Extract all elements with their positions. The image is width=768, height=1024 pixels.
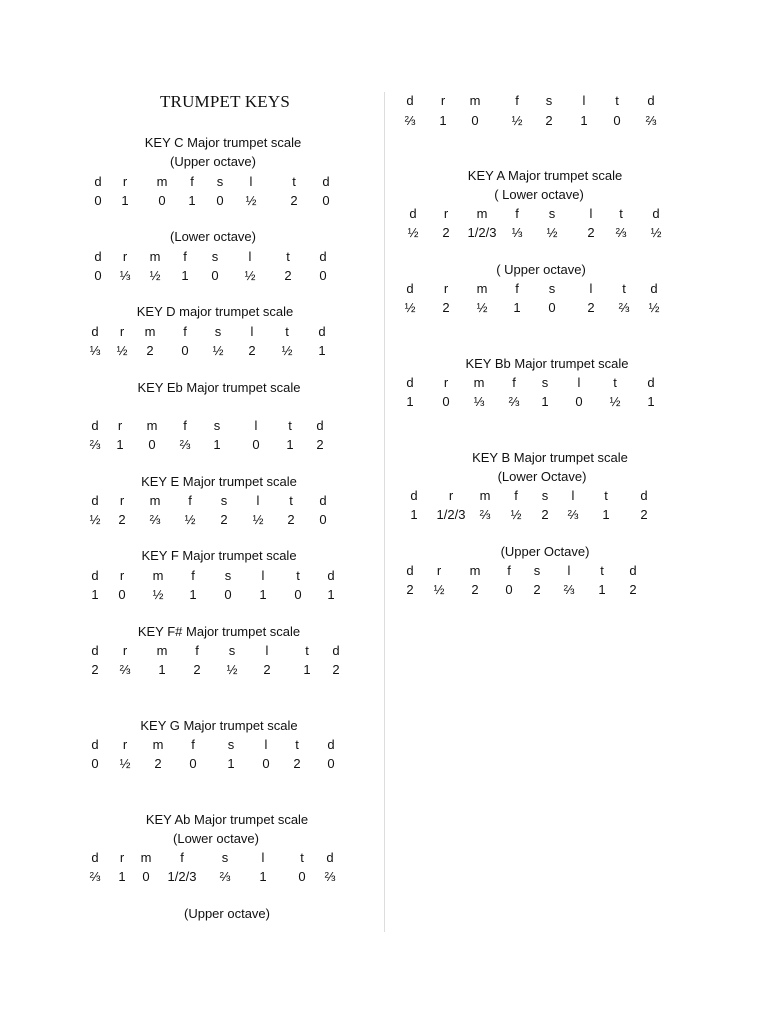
- scale-heading: KEY D major trumpet scale: [136, 304, 294, 319]
- solfege-note: f: [183, 418, 187, 433]
- valve-value: ⅔: [563, 582, 575, 597]
- scale-heading: KEY Ab Major trumpet scale: [145, 812, 309, 827]
- solfege-note: r: [122, 174, 128, 189]
- valve-value: 1: [406, 394, 414, 409]
- solfege-note: l: [256, 493, 260, 508]
- valve-value: ½: [433, 582, 445, 597]
- solfege-note: s: [220, 493, 228, 508]
- solfege-note: d: [327, 737, 335, 752]
- valve-value: 0: [505, 582, 513, 597]
- solfege-note: s: [533, 563, 541, 578]
- octave-label: (Upper Octave): [500, 544, 590, 559]
- valve-value: 1: [580, 113, 588, 128]
- solfege-note: t: [285, 324, 289, 339]
- scale-heading: KEY Eb Major trumpet scale: [137, 380, 301, 395]
- solfege-note: d: [318, 324, 326, 339]
- solfege-note: m: [152, 737, 164, 752]
- valve-value: 1: [541, 394, 549, 409]
- scale-heading: KEY Bb Major trumpet scale: [465, 356, 629, 371]
- valve-value: 1: [116, 437, 124, 452]
- octave-label: (Lower Octave): [497, 469, 587, 484]
- solfege-note: t: [296, 568, 300, 583]
- valve-value: 2: [471, 582, 479, 597]
- solfege-note: m: [476, 206, 488, 221]
- valve-value: ½: [252, 512, 264, 527]
- column-divider: [384, 92, 385, 932]
- valve-value: 1: [439, 113, 447, 128]
- valve-value: 1: [213, 437, 221, 452]
- solfege-note: f: [515, 206, 519, 221]
- solfege-note: d: [322, 174, 330, 189]
- solfege-note: f: [188, 493, 192, 508]
- valve-value: ½: [149, 268, 161, 283]
- solfege-note: t: [615, 93, 619, 108]
- solfege-note: d: [94, 174, 102, 189]
- scale-heading: KEY B Major trumpet scale: [472, 450, 628, 465]
- valve-value: 2: [293, 756, 301, 771]
- solfege-note: s: [211, 249, 219, 264]
- solfege-note: d: [91, 737, 99, 752]
- valve-value: ⅔: [89, 437, 101, 452]
- valve-value: 0: [211, 268, 219, 283]
- valve-value: 0: [471, 113, 479, 128]
- solfege-note: d: [91, 418, 99, 433]
- valve-value: ½: [510, 507, 522, 522]
- valve-value: 2: [541, 507, 549, 522]
- valve-value: 0: [294, 587, 302, 602]
- valve-value: 0: [442, 394, 450, 409]
- solfege-note: t: [286, 249, 290, 264]
- octave-label: ( Lower octave): [494, 187, 584, 202]
- valve-value: 2: [587, 225, 595, 240]
- valve-value: 0: [319, 512, 327, 527]
- solfege-note: l: [248, 249, 252, 264]
- valve-value: ½: [89, 512, 101, 527]
- valve-value: 2: [263, 662, 271, 677]
- solfege-note: d: [94, 249, 102, 264]
- solfege-note: m: [156, 643, 168, 658]
- valve-value: 1: [118, 869, 126, 884]
- valve-value: 1: [513, 300, 521, 315]
- solfege-note: m: [156, 174, 168, 189]
- solfege-note: m: [479, 488, 491, 503]
- solfege-note: t: [288, 418, 292, 433]
- valve-value: 2: [587, 300, 595, 315]
- valve-value: ½: [546, 225, 558, 240]
- valve-value: 2: [442, 225, 450, 240]
- valve-value: ⅔: [508, 394, 520, 409]
- solfege-note: d: [647, 93, 655, 108]
- valve-value: ⅔: [119, 662, 131, 677]
- solfege-note: d: [629, 563, 637, 578]
- solfege-note: l: [589, 206, 593, 221]
- valve-value: ⅔: [324, 869, 336, 884]
- solfege-note: f: [507, 563, 511, 578]
- valve-value: ½: [609, 394, 621, 409]
- valve-value: ½: [404, 300, 416, 315]
- solfege-note: d: [406, 563, 414, 578]
- valve-value: ½: [650, 225, 662, 240]
- solfege-note: d: [326, 850, 334, 865]
- valve-value: ½: [511, 113, 523, 128]
- solfege-note: t: [305, 643, 309, 658]
- valve-value: 0: [548, 300, 556, 315]
- valve-value: 2: [91, 662, 99, 677]
- valve-value: ⅔: [618, 300, 630, 315]
- valve-value: ½: [476, 300, 488, 315]
- valve-value: 0: [142, 869, 150, 884]
- solfege-note: s: [541, 488, 549, 503]
- solfege-note: m: [469, 563, 481, 578]
- valve-value: ½: [212, 343, 224, 358]
- valve-value: 2: [640, 507, 648, 522]
- solfege-note: m: [140, 850, 152, 865]
- solfege-note: f: [183, 249, 187, 264]
- solfege-note: l: [577, 375, 581, 390]
- solfege-note: s: [221, 850, 229, 865]
- valve-value: ⅔: [149, 512, 161, 527]
- valve-value: 1: [227, 756, 235, 771]
- solfege-note: t: [622, 281, 626, 296]
- solfege-note: m: [469, 93, 481, 108]
- valve-value: ⅔: [219, 869, 231, 884]
- solfege-note: s: [224, 568, 232, 583]
- valve-value: 2: [146, 343, 154, 358]
- solfege-note: m: [476, 281, 488, 296]
- solfege-note: d: [332, 643, 340, 658]
- valve-value: 2: [154, 756, 162, 771]
- solfege-note: l: [567, 563, 571, 578]
- valve-value: ⅓: [511, 225, 523, 240]
- solfege-note: l: [261, 850, 265, 865]
- valve-value: ½: [407, 225, 419, 240]
- solfege-note: d: [652, 206, 660, 221]
- solfege-note: r: [443, 281, 449, 296]
- solfege-note: r: [122, 737, 128, 752]
- valve-value: ½: [648, 300, 660, 315]
- valve-value: 1: [410, 507, 418, 522]
- solfege-note: r: [440, 93, 446, 108]
- solfege-note: r: [119, 850, 125, 865]
- valve-value: 0: [189, 756, 197, 771]
- solfege-note: l: [264, 737, 268, 752]
- solfege-note: d: [91, 324, 99, 339]
- valve-value: 1: [259, 587, 267, 602]
- valve-value: ½: [226, 662, 238, 677]
- scale-heading: KEY E Major trumpet scale: [141, 474, 297, 489]
- solfege-note: s: [541, 375, 549, 390]
- valve-value: 0: [327, 756, 335, 771]
- valve-value: 1: [158, 662, 166, 677]
- valve-value: 1: [318, 343, 326, 358]
- valve-value: ⅓: [473, 394, 485, 409]
- octave-label: (Upper octave): [184, 906, 270, 921]
- solfege-note: t: [295, 737, 299, 752]
- valve-value: 2: [442, 300, 450, 315]
- valve-value: ⅔: [567, 507, 579, 522]
- solfege-note: l: [582, 93, 586, 108]
- valve-value: 0: [94, 268, 102, 283]
- solfege-note: f: [195, 643, 199, 658]
- solfege-note: r: [119, 324, 125, 339]
- valve-value: 2: [248, 343, 256, 358]
- solfege-note: m: [152, 568, 164, 583]
- valve-value: 0: [94, 193, 102, 208]
- solfege-note: r: [443, 206, 449, 221]
- valve-value: 1/2/3: [467, 225, 497, 240]
- solfege-note: f: [515, 93, 519, 108]
- solfege-note: r: [448, 488, 454, 503]
- valve-value: ½: [152, 587, 164, 602]
- scale-heading: KEY F Major trumpet scale: [141, 548, 297, 563]
- solfege-note: f: [515, 281, 519, 296]
- solfege-note: r: [443, 375, 449, 390]
- valve-value: ⅔: [179, 437, 191, 452]
- valve-value: 1: [286, 437, 294, 452]
- valve-value: ½: [281, 343, 293, 358]
- solfege-note: d: [316, 418, 324, 433]
- solfege-note: r: [117, 418, 123, 433]
- solfege-note: l: [250, 324, 254, 339]
- octave-label: (Lower octave): [173, 831, 259, 846]
- scale-heading: KEY G Major trumpet scale: [140, 718, 298, 733]
- valve-value: 1: [327, 587, 335, 602]
- solfege-note: d: [91, 493, 99, 508]
- valve-value: 0: [262, 756, 270, 771]
- solfege-note: l: [249, 174, 253, 189]
- valve-value: 0: [298, 869, 306, 884]
- valve-value: ⅔: [89, 869, 101, 884]
- solfege-note: f: [512, 375, 516, 390]
- solfege-note: d: [319, 249, 327, 264]
- valve-value: 0: [118, 587, 126, 602]
- solfege-note: t: [619, 206, 623, 221]
- valve-value: ½: [245, 193, 257, 208]
- solfege-note: t: [300, 850, 304, 865]
- valve-value: 1: [259, 869, 267, 884]
- solfege-note: l: [261, 568, 265, 583]
- valve-value: ⅓: [89, 343, 101, 358]
- solfege-note: l: [589, 281, 593, 296]
- solfege-note: m: [144, 324, 156, 339]
- solfege-note: f: [191, 568, 195, 583]
- valve-value: 1: [303, 662, 311, 677]
- valve-value: 2: [193, 662, 201, 677]
- solfege-note: d: [640, 488, 648, 503]
- valve-value: 0: [252, 437, 260, 452]
- valve-value: 1: [188, 193, 196, 208]
- valve-value: 0: [216, 193, 224, 208]
- solfege-note: s: [548, 206, 556, 221]
- valve-value: 1: [189, 587, 197, 602]
- valve-value: 2: [287, 512, 295, 527]
- valve-value: 2: [220, 512, 228, 527]
- valve-value: 1: [602, 507, 610, 522]
- solfege-note: s: [545, 93, 553, 108]
- valve-value: 0: [181, 343, 189, 358]
- solfege-note: d: [647, 375, 655, 390]
- solfege-note: l: [571, 488, 575, 503]
- solfege-note: s: [227, 737, 235, 752]
- valve-value: 1: [91, 587, 99, 602]
- valve-value: 2: [545, 113, 553, 128]
- valve-value: 2: [316, 437, 324, 452]
- valve-value: ½: [119, 756, 131, 771]
- solfege-note: d: [319, 493, 327, 508]
- solfege-note: d: [406, 375, 414, 390]
- scale-heading: KEY C Major trumpet scale: [144, 135, 302, 150]
- valve-value: 1: [181, 268, 189, 283]
- solfege-note: t: [600, 563, 604, 578]
- solfege-note: r: [122, 249, 128, 264]
- valve-value: ⅔: [645, 113, 657, 128]
- solfege-note: r: [122, 643, 128, 658]
- solfege-note: s: [548, 281, 556, 296]
- solfege-note: f: [514, 488, 518, 503]
- valve-value: 1/2/3: [436, 507, 466, 522]
- solfege-note: l: [254, 418, 258, 433]
- valve-value: 1: [647, 394, 655, 409]
- valve-value: 1: [121, 193, 129, 208]
- solfege-note: d: [406, 93, 414, 108]
- valve-value: 0: [91, 756, 99, 771]
- valve-value: 1/2/3: [167, 869, 197, 884]
- valve-value: 0: [148, 437, 156, 452]
- solfege-note: t: [604, 488, 608, 503]
- valve-value: 0: [158, 193, 166, 208]
- solfege-note: s: [213, 418, 221, 433]
- valve-value: ½: [184, 512, 196, 527]
- valve-value: 2: [406, 582, 414, 597]
- valve-value: 2: [290, 193, 298, 208]
- valve-value: 2: [533, 582, 541, 597]
- solfege-note: f: [183, 324, 187, 339]
- valve-value: ⅓: [119, 268, 131, 283]
- solfege-note: r: [119, 493, 125, 508]
- valve-value: ½: [244, 268, 256, 283]
- valve-value: 0: [575, 394, 583, 409]
- solfege-note: t: [289, 493, 293, 508]
- valve-value: 2: [629, 582, 637, 597]
- valve-value: 0: [224, 587, 232, 602]
- octave-label: ( Upper octave): [496, 262, 586, 277]
- octave-label: (Lower octave): [170, 229, 256, 244]
- solfege-note: d: [91, 643, 99, 658]
- valve-value: 1: [598, 582, 606, 597]
- solfege-note: m: [473, 375, 485, 390]
- document-title: TRUMPET KEYS: [159, 92, 291, 111]
- valve-value: ⅔: [615, 225, 627, 240]
- solfege-note: t: [292, 174, 296, 189]
- valve-value: 2: [332, 662, 340, 677]
- solfege-note: d: [406, 281, 414, 296]
- valve-value: ⅔: [404, 113, 416, 128]
- scale-heading: KEY F# Major trumpet scale: [137, 624, 301, 639]
- solfege-note: m: [149, 249, 161, 264]
- solfege-note: s: [228, 643, 236, 658]
- valve-value: 2: [118, 512, 126, 527]
- solfege-note: f: [191, 737, 195, 752]
- solfege-note: d: [327, 568, 335, 583]
- solfege-note: r: [436, 563, 442, 578]
- solfege-note: r: [119, 568, 125, 583]
- solfege-note: d: [650, 281, 658, 296]
- solfege-note: t: [613, 375, 617, 390]
- solfege-note: f: [190, 174, 194, 189]
- solfege-note: d: [409, 206, 417, 221]
- valve-value: 0: [319, 268, 327, 283]
- solfege-note: l: [265, 643, 269, 658]
- solfege-note: s: [214, 324, 222, 339]
- solfege-note: s: [216, 174, 224, 189]
- valve-value: ½: [116, 343, 128, 358]
- valve-value: 2: [284, 268, 292, 283]
- solfege-note: m: [146, 418, 158, 433]
- solfege-note: m: [149, 493, 161, 508]
- solfege-note: d: [91, 568, 99, 583]
- solfege-note: d: [410, 488, 418, 503]
- solfege-note: d: [91, 850, 99, 865]
- scale-heading: KEY A Major trumpet scale: [467, 168, 623, 183]
- octave-label: (Upper octave): [170, 154, 256, 169]
- valve-value: 0: [613, 113, 621, 128]
- valve-value: ⅔: [479, 507, 491, 522]
- valve-value: 0: [322, 193, 330, 208]
- solfege-note: f: [180, 850, 184, 865]
